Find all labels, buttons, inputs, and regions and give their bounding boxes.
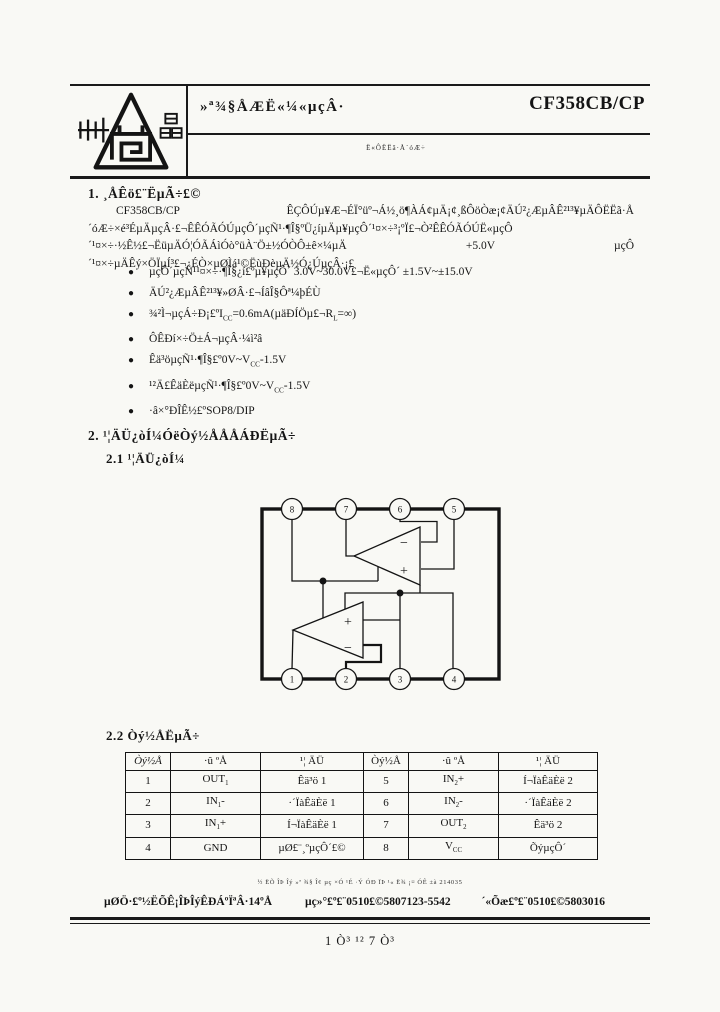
pin-number-cell: 4	[126, 837, 171, 859]
footer-contact-line	[70, 896, 650, 908]
feature-item: ● $^{12}Ä£ÊäÈë\mu çÑ^1\cdot\P Î\S£º0V\sim V_{CC}-1.5V$	[128, 376, 620, 401]
pin-function-cell: Êä³ö 2	[499, 815, 598, 837]
opamp2-noninverting-sign: +	[344, 615, 352, 630]
opamp1-inverting-sign: −	[400, 536, 408, 551]
pin-function-cell: Í¬ÏàÊäÈë 1	[261, 815, 364, 837]
section2-2-heading: 2.2 Òý½ÅËµÃ÷	[106, 728, 200, 743]
junction-dot	[320, 578, 326, 584]
pin-number-cell: 1	[126, 771, 171, 793]
document-subtitle: Ë«ÔËËã·Å´óÆ÷	[366, 144, 426, 152]
footer-rule-thin	[70, 923, 650, 924]
document-title: »ª¾§ÅÆË«¼«µçÂ·	[200, 99, 345, 115]
header-bottom-rule	[70, 176, 650, 179]
feature-item: ● $Êä^3ö\mu çÑ^1\cdot\P Î\S£º0V\sim V_{CC}-1.5V$	[128, 350, 620, 375]
table-row	[126, 793, 598, 815]
part-number: CF358CB/CP	[529, 93, 645, 114]
section2-1-heading: 2.1 ¹¦ÄÜ¿òÍ¼	[106, 451, 185, 466]
pin-number-cell: 8	[364, 837, 409, 859]
feature-item: ● $\frac{3}{4}^2Ì\neg\mu çÁ\div Ð¡£ºI_{CC}=0.6mA(\mu äÐÍÖ\mu£\neg R_L=\infty)$	[128, 304, 620, 329]
feature-item: ● ·â×°ÐÎÊ½£ºSOP8/DIP	[128, 401, 620, 422]
pin-number: 6	[397, 504, 403, 515]
footer-rule-thick	[70, 917, 650, 920]
section2-heading: 2. ¹¦ÄÜ¿òÍ¼ÓëÒý½ÅÅÅÁÐËµÃ÷	[88, 428, 296, 443]
pin-number-cell: 3	[126, 815, 171, 837]
pin-number-cell: 7	[364, 815, 409, 837]
col-header-pin: Òý½Å	[126, 753, 171, 771]
brand-left-character	[78, 118, 109, 143]
pin-number-cell: 5	[364, 771, 409, 793]
opamp1-triangle	[354, 527, 420, 585]
col-header-symbol: ·û ºÅ	[171, 753, 261, 771]
pin-number-cell: 6	[364, 793, 409, 815]
pin-symbol-cell: $IN_1+$	[171, 815, 261, 837]
footer-fax: ´«Õæ£º£¨0510£©5803016	[481, 896, 606, 908]
table-row	[126, 771, 598, 793]
functional-block-diagram	[248, 488, 512, 698]
pin-function-cell: Í¬ÏàÊäÈë 2	[499, 771, 598, 793]
header-divider	[186, 85, 188, 177]
pin-number: 2	[343, 674, 349, 685]
pin-number: 5	[451, 504, 457, 515]
col-header-function: ¹¦ ÄÜ	[261, 753, 364, 771]
col-header-pin: Òý½Å	[364, 753, 409, 771]
table-header-row	[126, 753, 598, 771]
pin-description-table	[125, 752, 598, 860]
opamp1-noninverting-sign: +	[400, 564, 408, 579]
footer-address: µØÖ·£º½ËÕÊ¡ÎÞÎýÊÐÁºÏªÂ·14ºÅ	[104, 896, 273, 908]
table-row	[126, 815, 598, 837]
page-number: 1 Ò³ ¹² 7 Ò³	[324, 934, 396, 948]
table-row	[126, 837, 598, 859]
pin-function-cell: µØ£¨¸ºµçÔ´£©	[261, 837, 364, 859]
pin-number: 7	[343, 504, 349, 515]
pin-symbol-cell: $OUT_2$	[409, 815, 499, 837]
col-header-function: ¹¦ ÄÜ	[499, 753, 598, 771]
pin-function-cell: ·´ÏàÊäÈë 2	[499, 793, 598, 815]
junction-dot	[397, 590, 403, 596]
pin-function-cell: ÕýµçÔ´	[499, 837, 598, 859]
pin-symbol-cell: $OUT_1$	[171, 771, 261, 793]
section1-heading: 1. ¸ÅÊö£¨ËµÃ÷£©	[88, 186, 202, 201]
huajing-logo	[78, 90, 184, 174]
header-top-rule	[70, 84, 650, 86]
pin-function-cell: ·´ÏàÊäÈë 1	[261, 793, 364, 815]
pin-symbol-cell: GND	[171, 837, 261, 859]
pin-function-cell: Êä³ö 1	[261, 771, 364, 793]
pin-symbol-cell: $V_{CC}$	[409, 837, 499, 859]
brand-right-character	[161, 114, 182, 138]
col-header-symbol: ·û ºÅ	[409, 753, 499, 771]
opamp2-triangle	[293, 602, 363, 658]
pin-number: 4	[451, 674, 457, 685]
footer-company-line: ½ ËÕ ÎÞ Îý »ª ¾§ Î¢ µç ×Ó ¹É ·Ý ÓÐ ÏÞ ¹« Ë¾ ¡¤ ÓÊ ±à 214035	[257, 879, 463, 886]
feature-item: ● µçÔ´µçÑ¹¹¤×÷·¶Î§¿í£ºµ¥µçÔ´ 3.0V~30.0V£¬Ë«µçÔ´ ±1.5V~±15.0V	[128, 262, 620, 283]
feature-item: ● ÄÚ²¿ÆµÂÊ²¹³¥»ØÂ·£¬ÍâÎ§Ôª¼þÉÙ	[128, 283, 620, 304]
footer-phone: µç»°£º£¨0510£©5807123-5542	[304, 896, 451, 908]
header-title-rule	[186, 133, 650, 135]
pin-number: 3	[397, 674, 403, 685]
opamp2-inverting-sign: −	[344, 641, 352, 656]
pin-symbol-cell: $IN_1-$	[171, 793, 261, 815]
pin-symbol-cell: $IN_2+$	[409, 771, 499, 793]
feature-list	[128, 262, 620, 422]
pin-number-cell: 2	[126, 793, 171, 815]
feature-item: ● ÔÊÐí×÷Ö±Á¬µçÂ·¼ì²â	[128, 329, 620, 350]
pin-number: 8	[289, 504, 295, 515]
pin-symbol-cell: $IN_2-$	[409, 793, 499, 815]
section1-paragraph: CF358CB/CP ÊÇÔÚµ¥Æ¬ÉÏ°üº¬Á½¸ö¶ÀÁ¢µÄ¡¢¸ßÔöÒæ¡¢ÄÚ²¿ÆµÂÊ²¹³¥µÄÔËËã·Å´óÆ÷×é³ÉµÄµçÂ·£¬ÊÊÓÃÓÚµçÔ´µçÑ¹·¶Î§ºÜ¿íµÄµ¥µçÔ´¹¤×÷³¡ºÏ£¬Ò²ÊÊÓÃÓÚË«µçÔ´¹¤×÷·½Ê½£¬ËüµÄÓ¦ÓÃÁìÓò°üÀ¨Ö±½ÓÒÔ±ê×¼µÄ +5.0V µçÔ´¹¤×÷µÄÊý×ÖÏµÍ³£¬¿ÉÒ×µØÌá¹©ËùÐèµÄ½Ó¿ÚµçÂ·¡£	[88, 205, 634, 270]
pin-number: 1	[289, 674, 295, 685]
